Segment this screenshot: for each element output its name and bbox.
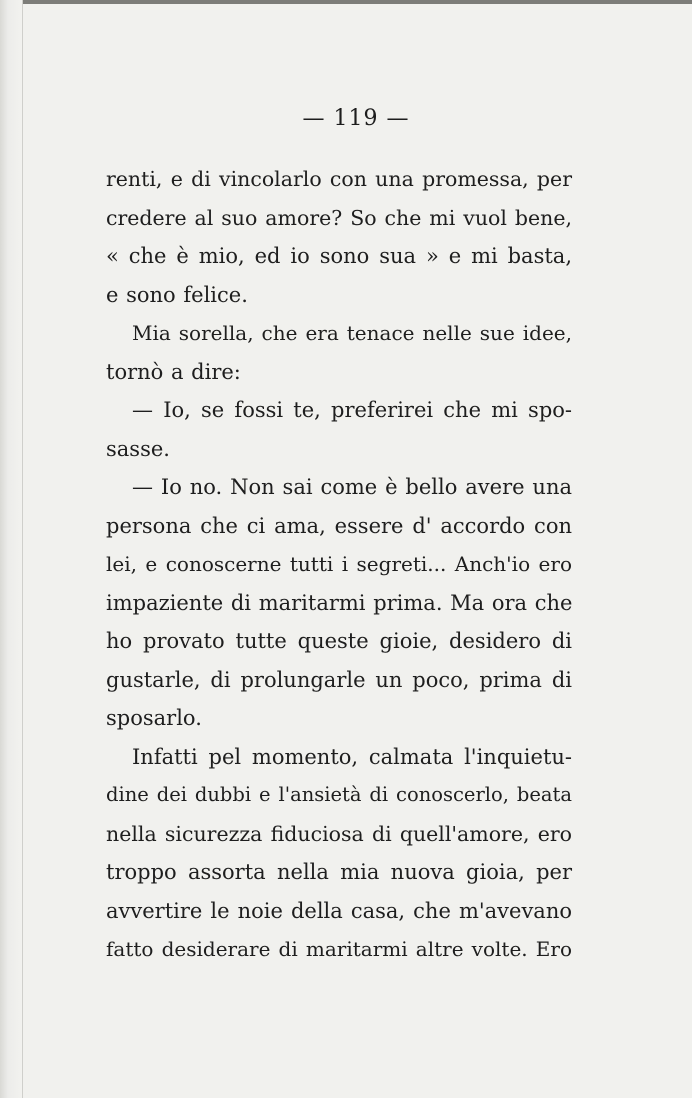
page-top-edge xyxy=(0,0,692,4)
text-line: nella sicurezza fiduciosa di quell'amore, ero xyxy=(106,821,572,846)
text-line: troppo assorta nella mia nuova gioia, per xyxy=(106,860,572,884)
text-line: — Io no. Non sai come è bello avere una xyxy=(132,475,572,499)
text-line: sposarlo. xyxy=(106,706,202,730)
text-line: — Io, se fossi te, preferirei che mi spo- xyxy=(132,398,572,422)
text-line: tornò a dire: xyxy=(106,359,241,384)
text-line: ho provato tutte queste gioie, desidero di xyxy=(106,629,572,653)
text-line: renti, e di vincolarlo con una promessa, per xyxy=(106,167,572,191)
text-line: sasse. xyxy=(106,436,170,461)
text-line: credere al suo amore? So che mi vuol bene, xyxy=(106,205,572,230)
text-line: lei, e conoscerne tutti i segreti... Anch'io ero xyxy=(106,552,572,576)
text-line: impaziente di maritarmi prima. Ma ora che xyxy=(106,590,573,615)
page-number: — 119 — xyxy=(302,106,410,131)
text-line: Mia sorella, che era tenace nelle sue idee, xyxy=(132,321,572,345)
text-line: fatto desiderare di maritarmi altre volte. Ero xyxy=(106,937,572,961)
text-line: Infatti pel momento, calmata l'inquietu- xyxy=(132,744,572,769)
text-line: dine dei dubbi e l'ansietà di conoscerlo, beata xyxy=(106,783,572,806)
text-line: « che è mio, ed io sono sua » e mi basta, xyxy=(106,244,572,268)
text-line: persona che ci ama, essere d' accordo con xyxy=(106,513,572,538)
page-binding-edge xyxy=(0,0,23,1098)
text-line: avvertire le noie della casa, che m'avevano xyxy=(106,898,572,923)
text-line: e sono felice. xyxy=(106,282,248,307)
text-line: gustarle, di prolungarle un poco, prima di xyxy=(106,667,572,692)
body-text xyxy=(106,160,572,969)
